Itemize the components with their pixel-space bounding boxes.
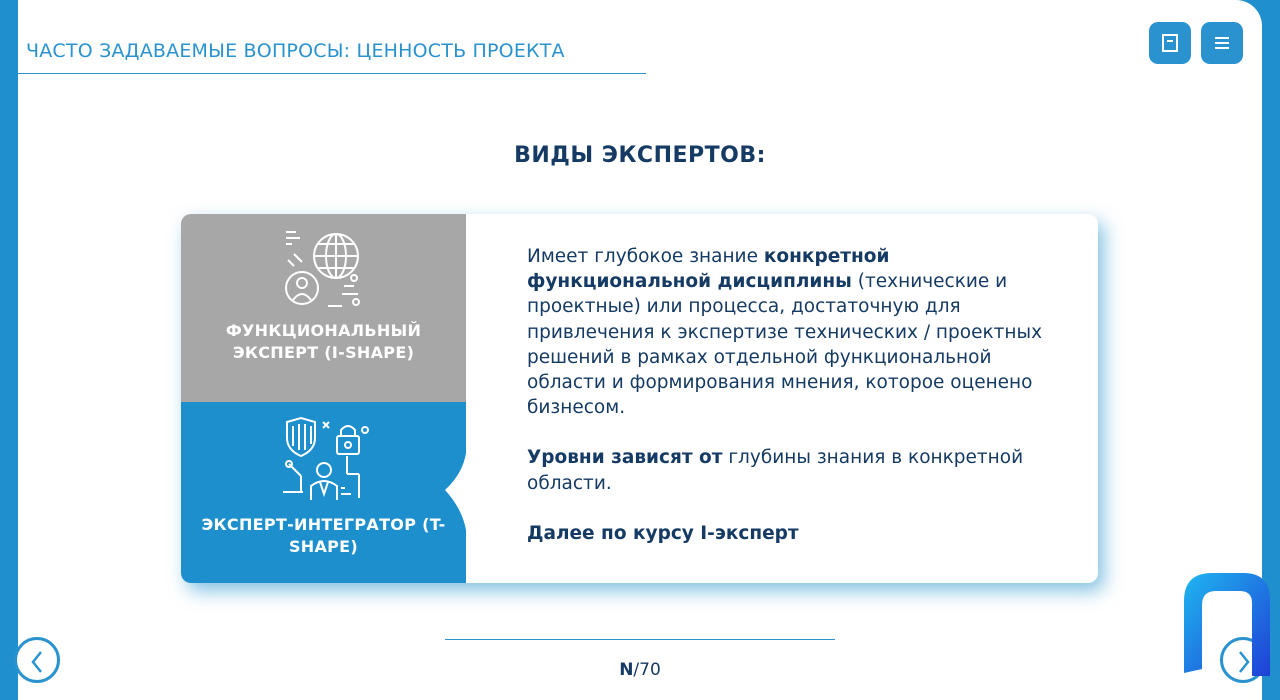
current-page: N xyxy=(619,660,634,680)
page-counter: N/70 xyxy=(619,660,661,680)
shield-lock-person-icon xyxy=(279,416,369,504)
title-underline xyxy=(18,73,646,74)
tile-integrator-expert[interactable] xyxy=(181,402,466,583)
total-pages: 70 xyxy=(639,660,661,680)
tile-functional-expert-label: ФУНКЦИОНАЛЬНЫЙ ЭКСПЕРТ (I-SHAPE) xyxy=(225,321,422,362)
menu-icon xyxy=(1212,33,1232,53)
expert-description xyxy=(527,244,1047,546)
chevron-left-icon xyxy=(17,640,57,680)
expert-card xyxy=(181,214,1098,583)
description-paragraph-2: Уровни зависят от глубины знания в конкретной области. xyxy=(527,447,1024,494)
menu-button[interactable] xyxy=(1201,22,1243,64)
bookmark-icon xyxy=(1160,33,1180,53)
tile-functional-expert[interactable] xyxy=(181,214,466,402)
brand-logo xyxy=(1182,571,1272,676)
page-title: ЧАСТО ЗАДАВАЕМЫЕ ВОПРОСЫ: ЦЕННОСТЬ ПРОЕКТА xyxy=(26,40,565,62)
description-paragraph-1: Имеет глубокое знание конкретной функциональной дисциплины (технические и проектные) или процесса, достаточную для привлечения к экспертизе технических / проектных решений в рамках отдельной функциональной области и формирования мнения, которое оценено бизнесом. xyxy=(527,246,1043,419)
description-paragraph-3: Далее по курсу I-эксперт xyxy=(527,522,799,544)
prev-slide-button[interactable] xyxy=(14,637,60,683)
bookmark-button[interactable] xyxy=(1149,22,1191,64)
globe-person-icon xyxy=(284,230,364,310)
footer-divider xyxy=(445,639,835,640)
selection-notch xyxy=(439,442,469,542)
section-title: ВИДЫ ЭКСПЕРТОВ: xyxy=(514,143,766,168)
tile-integrator-expert-label: ЭКСПЕРТ-ИНТЕГРАТОР (T-SHAPE) xyxy=(201,515,446,556)
